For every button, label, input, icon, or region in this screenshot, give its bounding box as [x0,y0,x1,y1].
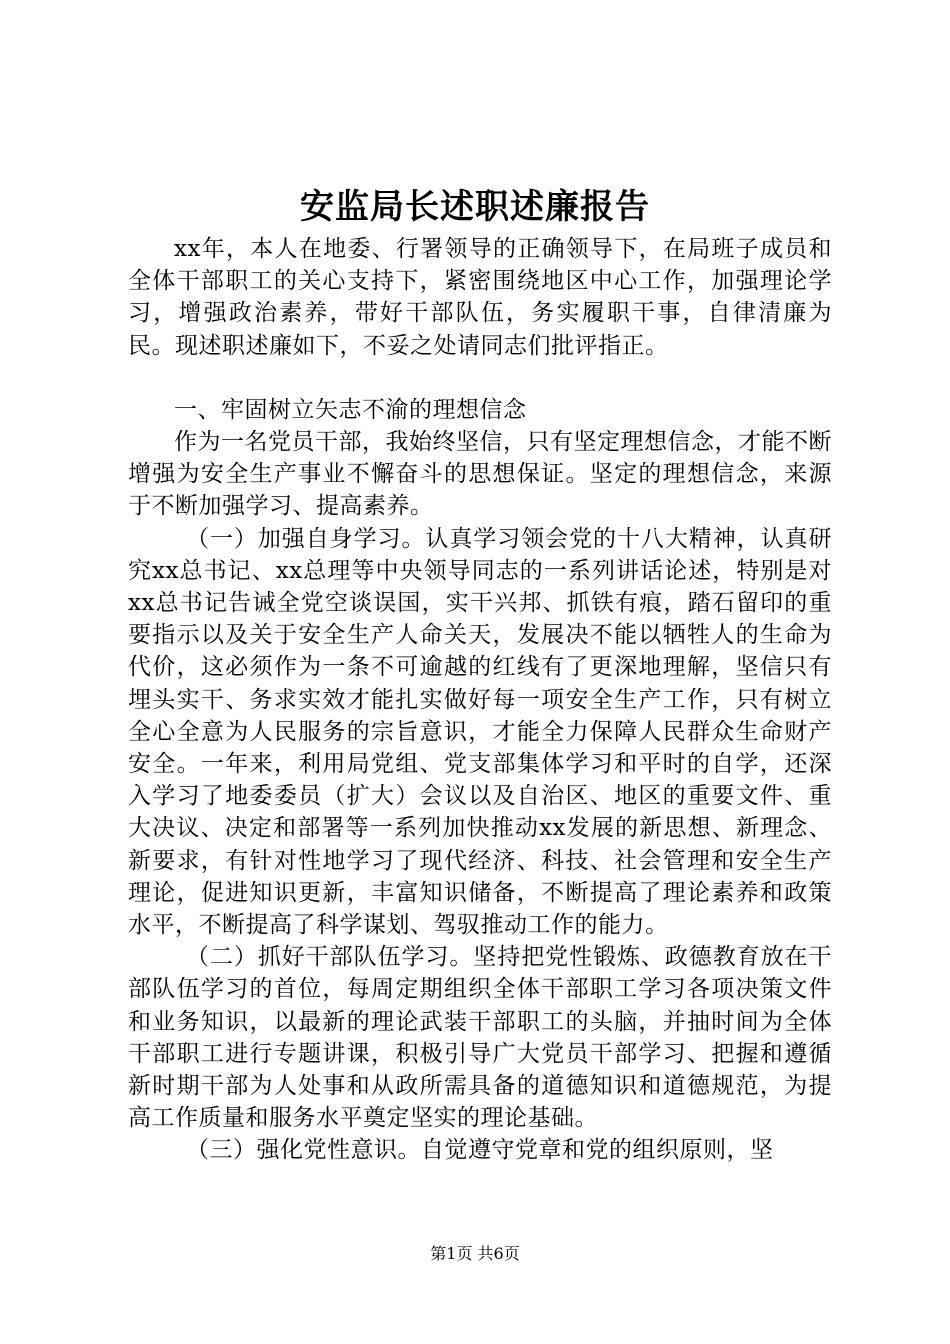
body-paragraph: （一）加强自身学习。认真学习领会党的十八大精神，认真研究xx总书记、xx总理等中央领导同志的一系列讲话论述，特别是对xx总书记告诫全党空谈误国，实干兴邦、抓铁有痕，踏石留印的重要指示以及关于安全生产人命关天，发展决不能以牺牲人的生命为代价，这必须作为一条不可逾越的红线有了更深地理解，坚信只有埋头实干、务求实效才能扎实做好每一项安全生产工作，只有树立全心全意为人民服务的宗旨意识，才能全力保障人民群众生命财产安全。一年来，利用局党组、党支部集体学习和平时的自学，还深入学习了地委委员（扩大）会议以及自治区、地区的重要文件、重大决议、决定和部署等一系列加快推动xx发展的新思想、新理念、新要求，有针对性地学习了现代经济、科技、社会管理和安全生产理论，促进知识更新，丰富知识储备，不断提高了理论素养和政策水平，不断提高了科学谋划、驾驭推动工作的能力。 [128,525,832,939]
page-footer: 第1页 共6页 [430,1244,520,1263]
body-paragraph: （三）强化党性意识。自觉遵守党章和党的组织原则，坚 [186,1137,774,1164]
body-paragraph: （二）抓好干部队伍学习。坚持把党性锻炼、政德教育放在干部队伍学习的首位，每周定期组织全体干部职工学习各项决策文件和业务知识，以最新的理论武装干部职工的头脑，并抽时间为全体干部职工进行专题讲课，积极引导广大党员干部学习、把握和遵循新时期干部为人处事和从政所需具备的道德知识和道德规范，为提高工作质量和服务水平奠定坚实的理论基础。 [128,944,832,1132]
document-body [128,233,832,1167]
document-title: 安监局长述职述廉报告 [300,187,650,227]
intro-paragraph: xx年，本人在地委、行署领导的正确领导下，在局班子成员和全体干部职工的关心支持下，紧密围绕地区中心工作，加强理论学习，增强政治素养，带好干部队伍，务实履职干事，自律清廉为民。现述职述廉如下，不妥之处请同志们批评指正。 [128,236,832,359]
section-heading: 一、牢固树立矢志不渝的理想信念 [174,396,527,423]
body-paragraph: 作为一名党员干部，我始终坚信，只有坚定理想信念，才能不断增强为安全生产事业不懈奋斗的思想保证。坚定的理想信念，来源于不断加强学习、提高素养。 [128,429,832,520]
paragraph-spacer [128,362,832,394]
